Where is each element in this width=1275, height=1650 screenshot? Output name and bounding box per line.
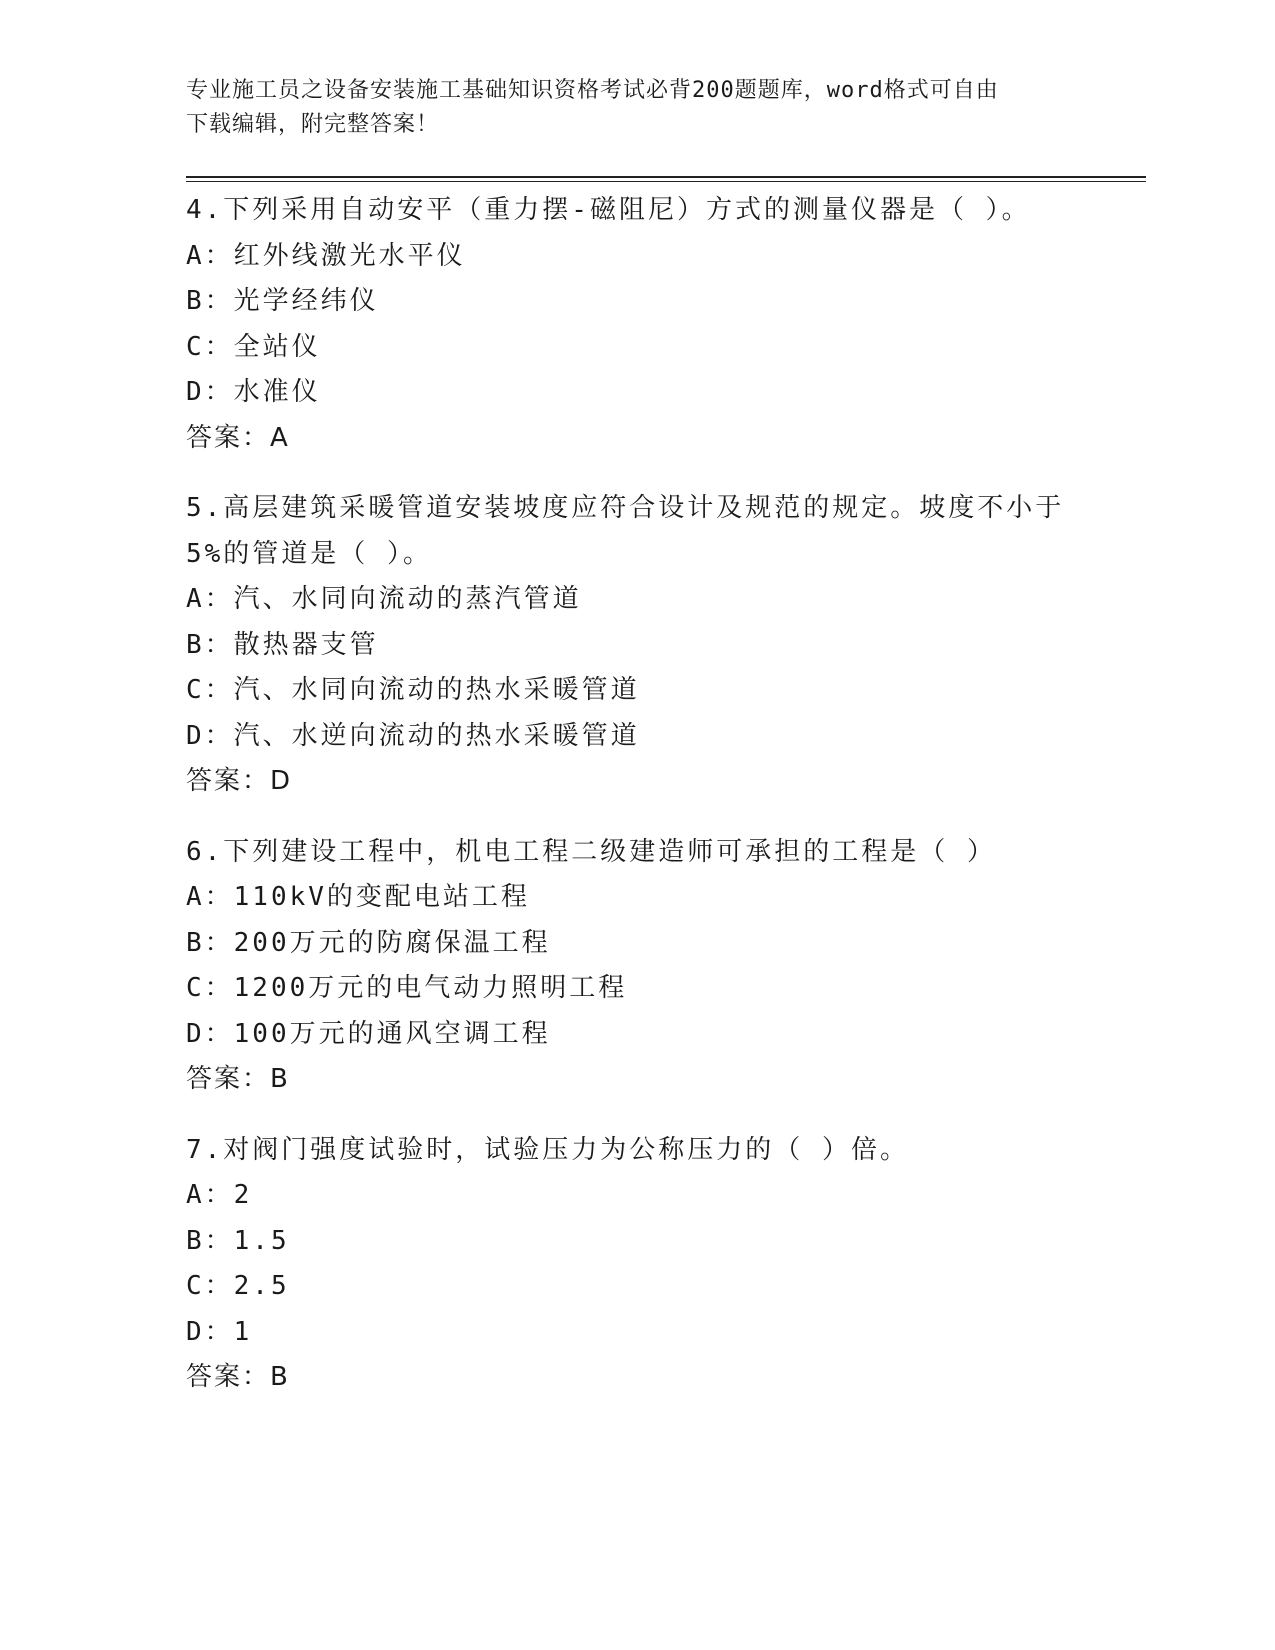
option-c: C：1200万元的电气动力照明工程 [186, 973, 628, 1003]
option-c: C：全站仪 [186, 331, 321, 362]
option-a: A：2 [186, 1180, 253, 1210]
option-a: A：红外线激光水平仪 [186, 240, 466, 271]
header-divider-thick [186, 176, 1146, 178]
question-stem: 5.高层建筑采暖管道安装坡度应符合设计及规范的规定。坡度不小于 [186, 493, 1065, 523]
option-b: B：200万元的防腐保温工程 [186, 927, 551, 958]
question-stem: 4.下列采用自动安平（重力摆-磁阻尼）方式的测量仪器是（ ）。 [186, 195, 1031, 225]
option-a: A：汽、水同向流动的蒸汽管道 [186, 584, 582, 614]
question-stem: 7.对阀门强度试验时，试验压力为公称压力的（ ）倍。 [186, 1134, 909, 1165]
option-a: A：110kV的变配电站工程 [186, 882, 530, 912]
answer-label: 答案：D [186, 766, 293, 796]
answer-label: 答案：B [186, 1362, 290, 1392]
question-4 [186, 188, 1086, 461]
question-7 [186, 1128, 1086, 1401]
option-c: C：汽、水同向流动的热水采暖管道 [186, 675, 640, 705]
option-d: D：100万元的通风空调工程 [186, 1018, 551, 1049]
answer-label: 答案：B [186, 1064, 290, 1094]
option-c: C：2.5 [186, 1271, 290, 1301]
option-d: D：1 [186, 1316, 253, 1347]
header-line-1: 专业施工员之设备安装施工基础知识资格考试必背200题题库，word格式可自由 [186, 78, 999, 103]
header-divider-thin [186, 181, 1146, 182]
header-line-2: 下载编辑，附完整答案！ [186, 112, 440, 137]
question-stem-continued: 5%的管道是（ ）。 [186, 538, 432, 569]
option-d: D：汽、水逆向流动的热水采暖管道 [186, 720, 640, 751]
question-list [186, 188, 1086, 1426]
question-5 [186, 486, 1086, 805]
option-b: B：1.5 [186, 1225, 290, 1256]
question-stem: 6.下列建设工程中，机电工程二级建造师可承担的工程是（ ） [186, 836, 996, 867]
question-6 [186, 830, 1086, 1103]
document-header [186, 74, 1086, 142]
option-b: B：散热器支管 [186, 629, 379, 660]
option-b: B：光学经纬仪 [186, 286, 379, 316]
answer-label: 答案：A [186, 422, 290, 453]
option-d: D：水准仪 [186, 377, 321, 407]
